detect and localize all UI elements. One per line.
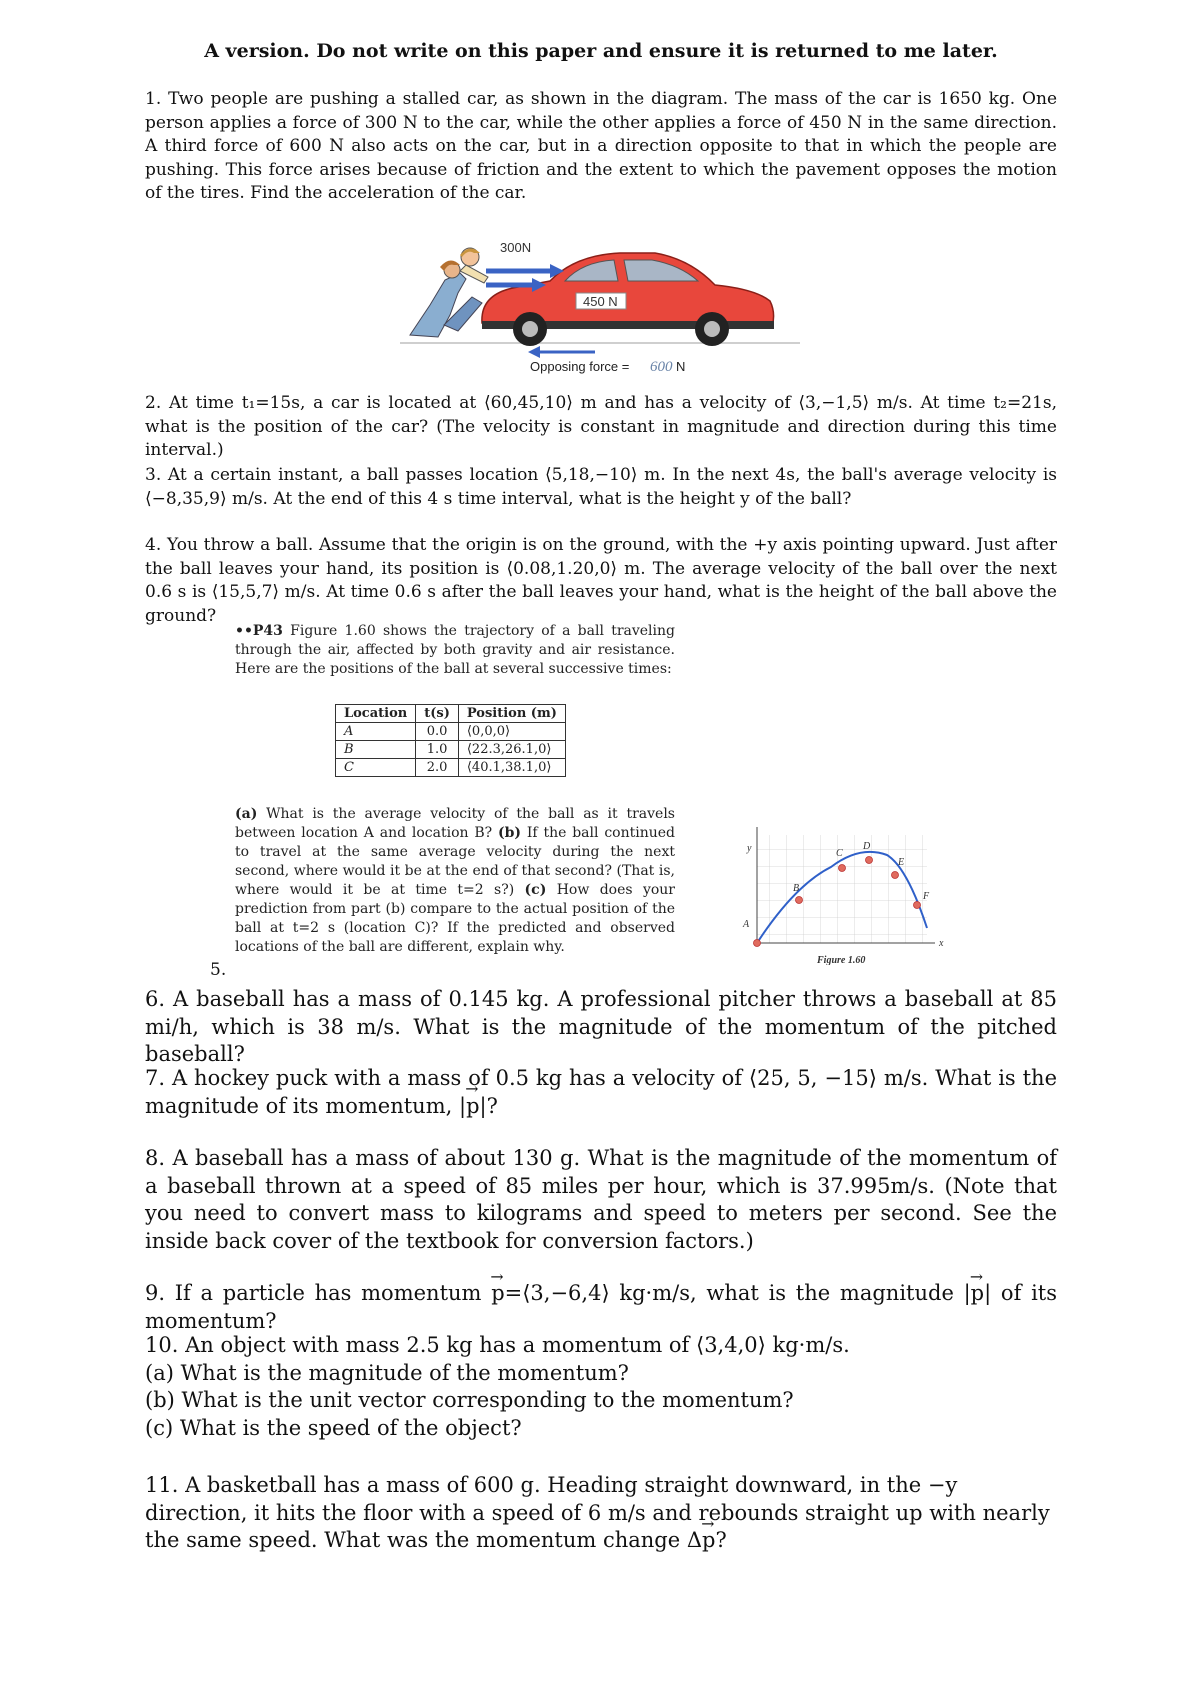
p43-label: ••P43 bbox=[235, 623, 283, 639]
question-10-part-a: (a) What is the magnitude of the momentum? bbox=[145, 1360, 629, 1385]
pushing-people-illustration bbox=[410, 248, 488, 337]
force-label-300: 300N bbox=[500, 240, 532, 255]
car-pushing-figure bbox=[400, 235, 800, 375]
question-1: 1. Two people are pushing a stalled car, as shown in the diagram. The mass of the car is 1650 kg. One person applies a force of 300 N to the car, while the other applies a force of 450 N in the same direction. A third force of 600 N also acts on the car, but in a direction opposite to that in which the people are pushing. This force arises because of friction and the extent to which the pavement opposes the motion of the tires. Find the acceleration of the car. bbox=[145, 89, 1057, 203]
table-header-position: Position (m) bbox=[458, 705, 565, 723]
table-cell-position: ⟨0,0,0⟩ bbox=[458, 723, 565, 741]
question-9 bbox=[145, 1280, 1057, 1335]
p43-parts bbox=[235, 805, 675, 957]
table-header-row bbox=[336, 705, 566, 723]
figure-caption: Figure 1.60 bbox=[817, 955, 866, 965]
question-9-middle: =⟨3,−6,4⟩ kg·m/s, what is the magnitude | bbox=[504, 1281, 971, 1305]
table-row bbox=[336, 723, 566, 741]
question-7-end: |? bbox=[479, 1093, 498, 1118]
table-cell-location: A bbox=[336, 723, 416, 741]
opposing-force-value: 600 bbox=[650, 359, 673, 375]
p43-intro-text: Figure 1.60 shows the trajectory of a ball traveling through the air, affected by both gravity and air resistance. Here are the positions of the ball at several successive times: bbox=[235, 623, 675, 677]
p43-part-c-label: (c) bbox=[524, 882, 547, 898]
table-header-time: t(s) bbox=[416, 705, 459, 723]
p43-excerpt bbox=[235, 622, 675, 955]
question-9-end: | of its momentum? bbox=[145, 1281, 1058, 1333]
question-4: 4. You throw a ball. Assume that the origin is on the ground, with the +y axis pointing upward. Just after the ball leaves your hand, its position is ⟨0.08,1.20,0⟩ m. The average velocity of the ball over the next 0.6 s is ⟨15,5,7⟩ m/s. At time 0.6 s after the ball leaves your hand, what is the height of the ball above the ground? bbox=[145, 535, 1057, 626]
point-label-b: B bbox=[793, 883, 800, 894]
momentum-vector-symbol: → p bbox=[971, 1280, 984, 1308]
trajectory-point bbox=[892, 872, 899, 879]
question-5-number: 5. bbox=[210, 960, 227, 980]
trajectory-point bbox=[839, 865, 846, 872]
p43-intro bbox=[235, 622, 675, 679]
question-11-end: ? bbox=[715, 1528, 727, 1552]
p43-part-c: How does your prediction from part (b) compare to the actual position of the ball at t=2 s (location C)? If the predicted and observed locations of the ball are different, explain why. bbox=[235, 882, 675, 955]
table-row bbox=[336, 759, 566, 777]
p43-part-a-label: (a) bbox=[235, 806, 258, 822]
question-10-title: 10. An object with mass 2.5 kg has a momentum of ⟨3,4,0⟩ kg·m/s. bbox=[145, 1333, 850, 1357]
opposing-force-unit: N bbox=[676, 359, 686, 374]
table-cell-time: 2.0 bbox=[416, 759, 459, 777]
question-10-part-c: (c) What is the speed of the object? bbox=[145, 1415, 522, 1440]
question-7-text: 7. A hockey puck with a mass of 0.5 kg has a velocity of ⟨25, 5, −15⟩ m/s. What is the magnitude of its momentum, | bbox=[145, 1066, 1057, 1118]
question-11-text: 11. A basketball has a mass of 600 g. Heading straight downward, in the −y direction, it hits the floor with a speed of 6 m/s and rebounds straight up with nearly the same speed. What was the momentum change Δ bbox=[145, 1473, 1050, 1552]
question-9-text: 9. If a particle has momentum bbox=[145, 1281, 492, 1305]
axis-label-x: x bbox=[939, 938, 944, 949]
force-label-450: 450 N bbox=[583, 294, 618, 309]
momentum-vector-symbol: → p bbox=[466, 1093, 479, 1121]
p43-part-b-label: (b) bbox=[498, 825, 522, 841]
question-7 bbox=[145, 1065, 1057, 1120]
point-label-d: D bbox=[863, 841, 871, 852]
question-11 bbox=[145, 1472, 1057, 1555]
table-cell-location: B bbox=[336, 741, 416, 759]
trajectory-figure bbox=[735, 815, 965, 965]
question-2: 2. At time t₁=15s, a car is located at ⟨60,45,10⟩ m and has a velocity of ⟨3,−1,5⟩ m/s. At time t₂=21s, what is the position of the car? (The velocity is constant in magnitude and direction during this time interval.) bbox=[145, 393, 1057, 460]
point-label-c: C bbox=[836, 848, 843, 859]
point-label-a: A bbox=[743, 919, 750, 930]
trajectory-point bbox=[754, 940, 761, 947]
table-cell-position: ⟨40.1,38.1,0⟩ bbox=[458, 759, 565, 777]
momentum-vector-symbol: → p bbox=[491, 1280, 504, 1308]
red-car-illustration bbox=[482, 253, 774, 346]
p43-part-b: If the ball continued to travel at the same average velocity during the next second, where would it be at the end of that second? (That is, where would it be at time t=2 s?) bbox=[235, 825, 675, 898]
point-label-e: E bbox=[898, 857, 905, 868]
question-6: 6. A baseball has a mass of 0.145 kg. A professional pitcher throws a baseball at 85 mi/h, which is 38 m/s. What is the magnitude of the momentum of the pitched baseball? bbox=[145, 987, 1057, 1066]
question-3: 3. At a certain instant, a ball passes location ⟨5,18,−10⟩ m. In the next 4s, the ball's average velocity is ⟨−8,35,9⟩ m/s. At the end of this 4 s time interval, what is the height y of the ball? bbox=[145, 465, 1057, 509]
trajectory-point bbox=[866, 857, 873, 864]
axis-label-y: y bbox=[747, 843, 752, 854]
question-10-part-b: (b) What is the unit vector corresponding to the momentum? bbox=[145, 1388, 794, 1412]
momentum-vector-symbol: → p bbox=[702, 1527, 715, 1555]
point-label-f: F bbox=[923, 891, 930, 902]
question-10 bbox=[145, 1332, 1057, 1442]
question-8: 8. A baseball has a mass of about 130 g. What is the magnitude of the momentum of a baseball thrown at a speed of 85 miles per hour, which is 37.995m/s. (Note that you need to convert mass to kilograms and speed to meters per second. See the inside back cover of the textbook for conversion factors.) bbox=[145, 1146, 1057, 1253]
table-cell-location: C bbox=[336, 759, 416, 777]
table-cell-position: ⟨22.3,26.1,0⟩ bbox=[458, 741, 565, 759]
trajectory-point bbox=[796, 897, 803, 904]
positions-table bbox=[335, 704, 566, 777]
table-header-location: Location bbox=[336, 705, 416, 723]
table-cell-time: 1.0 bbox=[416, 741, 459, 759]
trajectory-point bbox=[914, 902, 921, 909]
page-header: A version. Do not write on this paper and ensure it is returned to me later. bbox=[204, 40, 998, 62]
p43-part-a: What is the average velocity of the ball as it travels between location A and location B? bbox=[235, 806, 675, 841]
opposing-force-label: Opposing force = bbox=[530, 359, 630, 374]
table-row bbox=[336, 741, 566, 759]
table-cell-time: 0.0 bbox=[416, 723, 459, 741]
